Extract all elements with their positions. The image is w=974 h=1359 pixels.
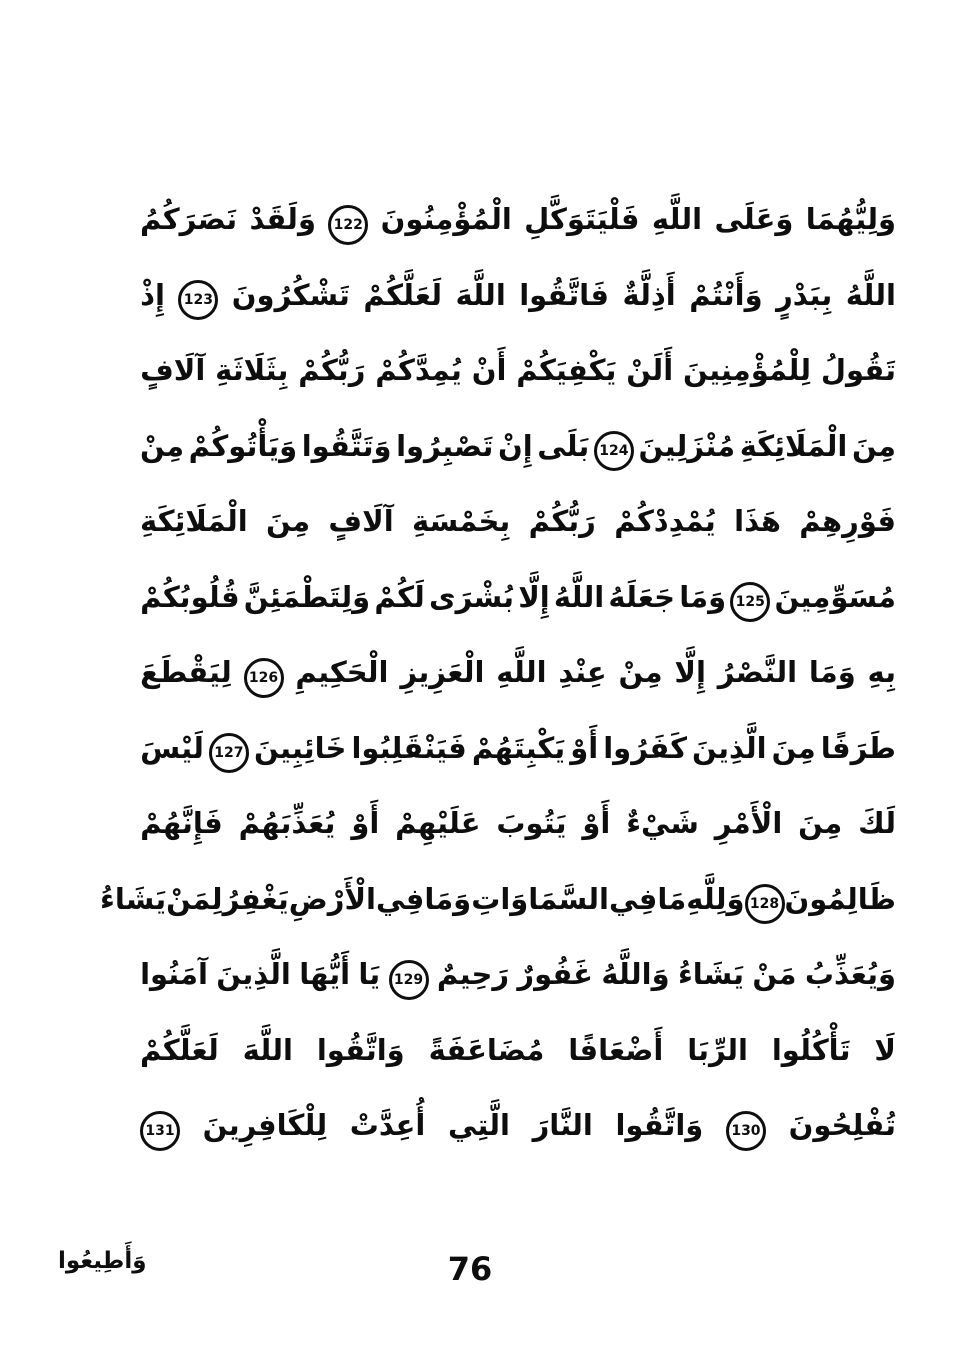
- quran-word: فَلْيَتَوَكَّلِ: [524, 202, 640, 237]
- quran-word: رَبُّكُمْ: [298, 353, 366, 388]
- verse-number-badge-122: 122: [328, 205, 368, 245]
- quran-word: تَأْكُلُوا: [771, 1032, 851, 1067]
- quran-word: يَا: [358, 957, 381, 992]
- quran-word: يُعَذِّبَهُمْ: [238, 806, 336, 841]
- quran-word: بِهِ: [867, 655, 896, 690]
- quran-word: لَيْسَ: [140, 730, 204, 765]
- quran-word: وَيَأْتُوكُمْ: [188, 428, 298, 463]
- verse-number-badge-131: 131: [140, 1111, 180, 1151]
- quran-word: مِنْ: [618, 655, 663, 690]
- quran-word: آلَافٍ: [328, 504, 394, 539]
- quran-word: وَلِيُّهُمَا: [805, 202, 896, 237]
- quran-word: رَحِيمٌ: [436, 957, 510, 992]
- quran-word: تَقُولُ: [820, 353, 896, 388]
- quran-word: الَّذِينَ: [692, 730, 767, 765]
- quran-word: إِنْ: [497, 428, 533, 463]
- quran-word: يَشَاءُ: [100, 881, 167, 916]
- catchword: وَأَطِيعُوا: [58, 1248, 147, 1274]
- quran-word: الْأَرْضِ: [288, 881, 376, 916]
- quran-word: وَلِلَّهِ: [686, 881, 745, 916]
- quran-word: الَّذِينَ: [216, 957, 291, 992]
- quran-word: إِلَّا: [674, 655, 706, 690]
- quran-word: يَكْبِتَهُمْ: [471, 730, 566, 765]
- quran-word: رَبُّكُمْ: [528, 504, 596, 539]
- quran-word: أَيُّهَا: [299, 957, 351, 992]
- quran-word: عَلَيْهِمْ: [395, 806, 481, 841]
- quran-word: لِيَقْطَعَ: [140, 655, 232, 690]
- quran-word: وَاتَّقُوا: [316, 1032, 405, 1067]
- quran-word: مِنَ: [851, 428, 896, 463]
- quran-word: لَعَلَّكُمْ: [363, 277, 443, 312]
- quran-line-13: [140, 1088, 896, 1164]
- quran-word: اللَّهَ: [242, 1032, 293, 1067]
- quran-word: فَإِنَّهُمْ: [140, 806, 223, 841]
- quran-word: فِي: [375, 881, 425, 916]
- quran-word: مَنْ: [752, 957, 797, 992]
- quran-word: آلَافٍ: [140, 353, 206, 388]
- quran-word: السَّمَاوَاتِ: [471, 881, 609, 916]
- verse-number-badge-124: 124: [594, 431, 634, 471]
- quran-word: يَتُوبَ: [496, 806, 567, 841]
- quran-word: بُشْرَى: [429, 579, 515, 614]
- quran-word: يَشَاءُ: [677, 957, 745, 992]
- quran-line-7: [140, 635, 896, 711]
- quran-word: وَأَنْتُمْ: [689, 277, 763, 312]
- quran-word: مُضَاعَفَةً: [428, 1032, 545, 1067]
- quran-word: شَيْءٌ: [626, 806, 699, 841]
- quran-word: بِخَمْسَةِ: [411, 504, 511, 539]
- page-number: 76: [447, 1250, 493, 1288]
- quran-line-12: [140, 1013, 896, 1089]
- quran-word: اللَّهُ: [553, 579, 605, 614]
- quran-word: أَوْ: [351, 806, 380, 841]
- quran-word: يَكْفِيَكُمْ: [516, 353, 617, 388]
- quran-word: لِلْمُؤْمِنِينَ: [682, 353, 812, 388]
- quran-word: بَلَى: [537, 428, 590, 463]
- quran-word: وَلَقَدْ: [249, 202, 316, 237]
- quran-word: بِثَلَاثَةِ: [215, 353, 289, 388]
- quran-word: وَمَا: [808, 655, 856, 690]
- quran-word: أُعِدَّتْ: [349, 1108, 426, 1143]
- quran-word: الَّتِي: [447, 1108, 510, 1143]
- verse-number-badge-127: 127: [209, 733, 249, 773]
- quran-word: غَفُورٌ: [517, 957, 593, 992]
- quran-word: وَمَا: [424, 881, 472, 916]
- quran-word: أَذِلَّةٌ: [622, 277, 676, 312]
- quran-word: النَّارَ: [532, 1108, 593, 1143]
- quran-word: الْمَلَائِكَةِ: [739, 428, 848, 463]
- quran-word: ظَالِمُونَ: [784, 881, 896, 916]
- quran-word: اللَّهُ: [845, 277, 896, 312]
- quran-word: إِذْ: [140, 277, 165, 312]
- quran-line-11: [140, 937, 896, 1013]
- quran-word: وَمَا: [679, 579, 727, 614]
- quran-word: الرِّبَا: [687, 1032, 748, 1067]
- quran-word: خَائِبِينَ: [253, 730, 347, 765]
- quran-word: وَتَتَّقُوا: [301, 428, 392, 463]
- quran-word: قُلُوبُكُمْ: [140, 579, 240, 614]
- quran-word: تَصْبِرُوا: [396, 428, 494, 463]
- verse-number-badge-126: 126: [244, 658, 284, 698]
- quran-word: يُمْدِدْكُمْ: [614, 504, 716, 539]
- quran-word: أَلَنْ: [626, 353, 674, 388]
- quran-word: أَضْعَافًا: [568, 1032, 664, 1067]
- quran-word: وَعَلَى: [714, 202, 794, 237]
- quran-word: وَاللَّهُ: [601, 957, 670, 992]
- quran-word: الْعَزِيزِ: [400, 655, 485, 690]
- quran-line-10: [100, 862, 896, 938]
- quran-word: وَاتَّقُوا: [615, 1108, 704, 1143]
- quran-word: لِمَنْ: [166, 881, 223, 916]
- quran-word: الْمَلَائِكَةِ: [140, 504, 248, 539]
- quran-word: مُنْزَلِينَ: [638, 428, 736, 463]
- quran-word: أَوْ: [570, 730, 599, 765]
- verse-number-badge-125: 125: [730, 582, 770, 622]
- quran-word: مُسَوِّمِينَ: [774, 579, 896, 614]
- quran-text-block: [100, 182, 896, 1164]
- quran-word: يَغْفِرُ: [222, 881, 289, 916]
- verse-number-badge-128: 128: [745, 884, 785, 924]
- quran-word: كَفَرُوا: [603, 730, 687, 765]
- quran-word: فَوْرِهِمْ: [799, 504, 896, 539]
- quran-line-5: [140, 484, 896, 560]
- quran-word: نَصَرَكُمُ: [140, 202, 238, 237]
- quran-word: إِلَّا: [518, 579, 550, 614]
- quran-word: بِبَدْرٍ: [776, 277, 833, 312]
- quran-word: لَا: [874, 1032, 896, 1067]
- quran-line-8: [140, 711, 896, 787]
- quran-word: تُفْلِحُونَ: [788, 1108, 896, 1143]
- quran-word: النَّصْرُ: [717, 655, 798, 690]
- quran-line-9: [140, 786, 896, 862]
- quran-line-6: [140, 560, 896, 636]
- quran-word: أَوْ: [582, 806, 611, 841]
- quran-word: هَذَا: [734, 504, 781, 539]
- quran-word: مِنَ: [798, 806, 843, 841]
- quran-word: الْمُؤْمِنُونَ: [380, 202, 512, 237]
- quran-word: اللَّهِ: [651, 202, 703, 237]
- quran-line-3: [140, 333, 896, 409]
- quran-line-2: [140, 258, 896, 334]
- quran-word: لَكَ: [858, 806, 896, 841]
- verse-number-badge-129: 129: [389, 960, 429, 1000]
- quran-word: يُمِدَّكُمْ: [375, 353, 462, 388]
- quran-word: لَعَلَّكُمْ: [140, 1032, 219, 1067]
- quran-word: مِنْ: [140, 428, 185, 463]
- quran-word: طَرَفًا: [820, 730, 896, 765]
- quran-word: آمَنُوا: [140, 957, 208, 992]
- quran-line-4: [140, 409, 896, 485]
- quran-word: اللَّهَ: [455, 277, 506, 312]
- quran-line-1: [140, 182, 896, 258]
- quran-word: الْأَمْرِ: [714, 806, 783, 841]
- quran-word: مِنَ: [771, 730, 816, 765]
- quran-word: الْحَكِيمِ: [295, 655, 389, 690]
- quran-word: مِنَ: [266, 504, 311, 539]
- quran-word: فَيَنْقَلِبُوا: [351, 730, 467, 765]
- quran-word: اللَّهِ: [496, 655, 547, 690]
- quran-word: لِلْكَافِرِينَ: [202, 1108, 328, 1143]
- quran-word: أَنْ: [471, 353, 507, 388]
- verse-number-badge-123: 123: [178, 280, 218, 320]
- verse-number-badge-130: 130: [726, 1111, 766, 1151]
- quran-word: جَعَلَهُ: [608, 579, 676, 614]
- quran-word: عِنْدِ: [558, 655, 607, 690]
- quran-word: فِي: [608, 881, 658, 916]
- quran-word: وَيُعَذِّبُ: [804, 957, 896, 992]
- quran-word: مَا: [657, 881, 687, 916]
- quran-word: وَلِتَطْمَئِنَّ: [243, 579, 371, 614]
- quran-word: تَشْكُرُونَ: [231, 277, 350, 312]
- quran-word: لَكُمْ: [374, 579, 425, 614]
- quran-word: فَاتَّقُوا: [519, 277, 609, 312]
